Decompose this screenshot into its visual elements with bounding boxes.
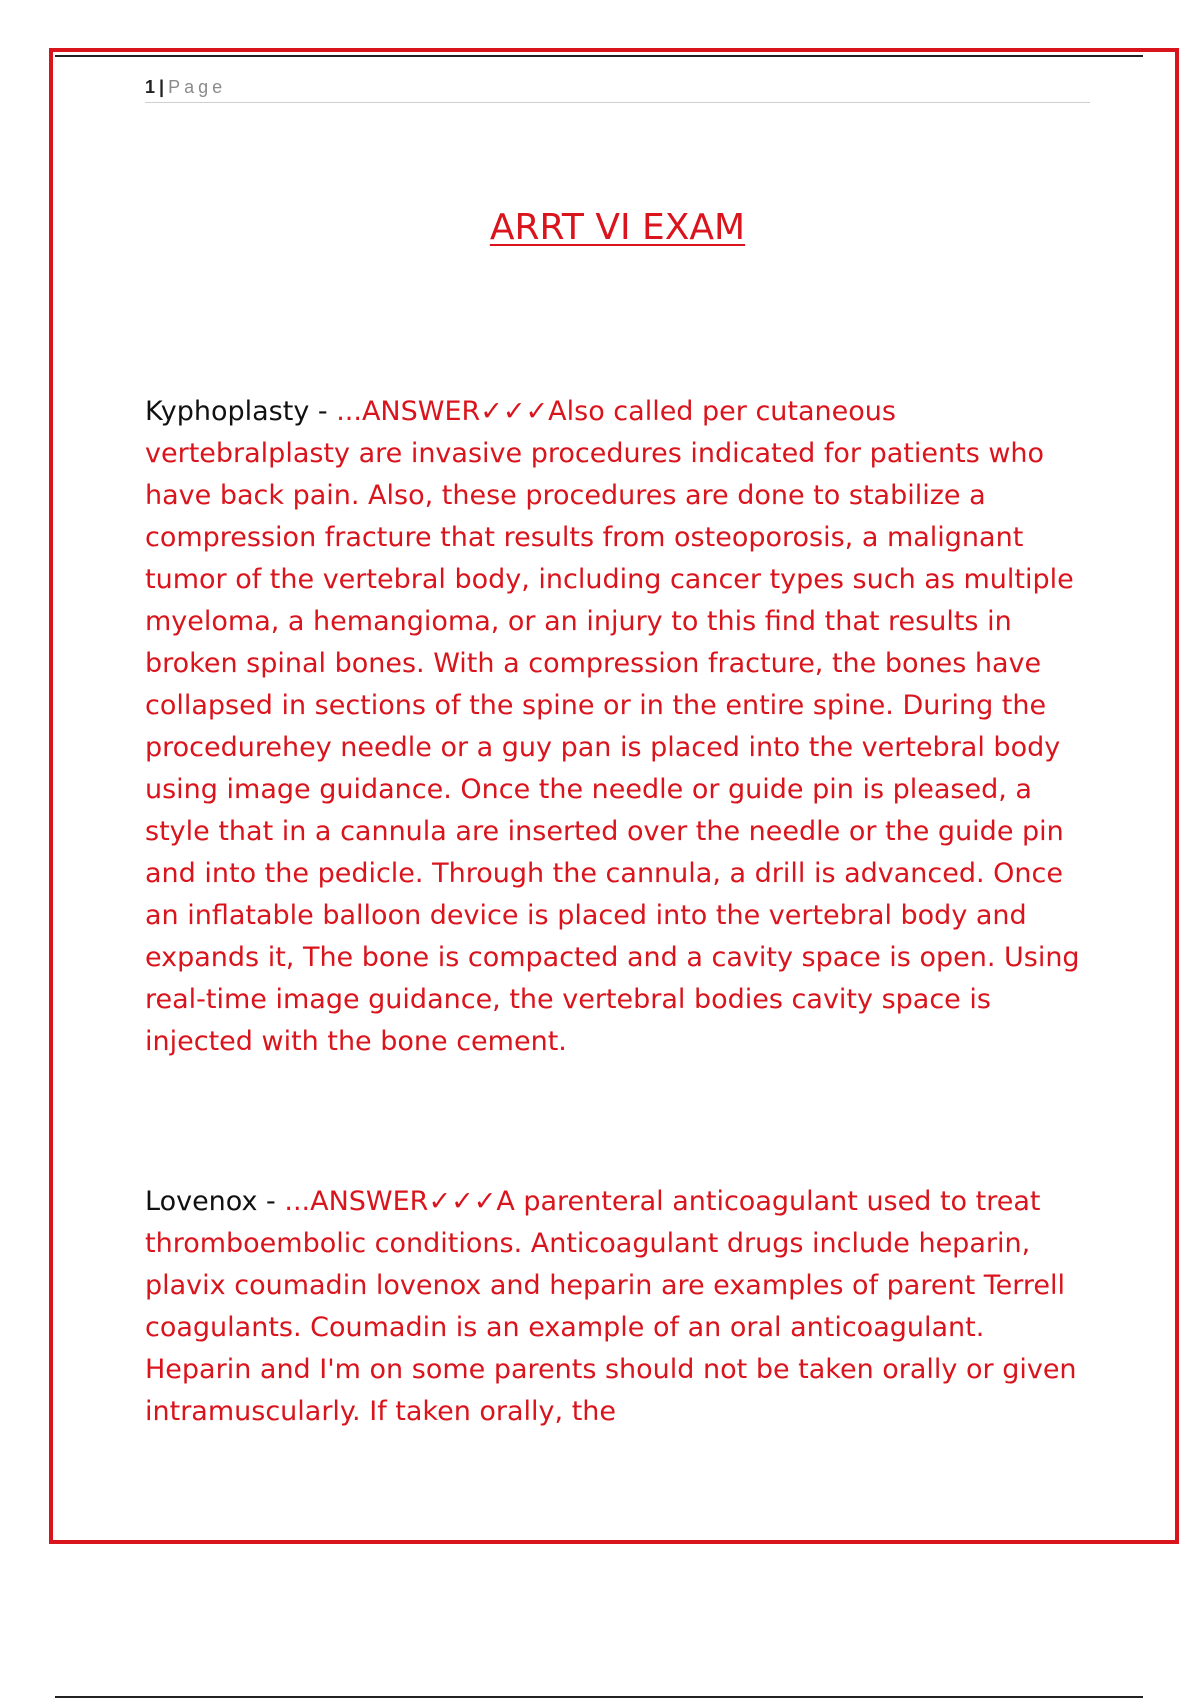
- bottom-rule: [55, 1696, 1143, 1698]
- entry-answer: ...ANSWER✓✓✓A parenteral anticoagulant used to treat thromboembolic conditions. Anticoagulant drugs include heparin, plavix coumadin lovenox and heparin are examples of parent Terrell coagulants. Coumadin is an example of an oral anticoagulant. Heparin and I'm on some parents should not be taken orally or given intramuscularly. If taken orally, the: [145, 1186, 1077, 1427]
- page-number: 1: [145, 77, 156, 97]
- top-rule: [55, 55, 1143, 57]
- page-title: ARRT VI EXAM: [489, 207, 746, 248]
- page-header: [145, 74, 1090, 103]
- header-separator: |: [159, 77, 165, 97]
- entry-answer: ...ANSWER✓✓✓Also called per cutaneous vertebralplasty are invasive procedures indicated for patients who have back pain. Also, these procedures are done to stabilize a compression fracture that results from osteoporosis, a malignant tumor of the vertebral body, including cancer types such as multiple myeloma, a hemangioma, or an injury to this find that results in broken spinal bones. With a compression fracture, the bones have collapsed in sections of the spine or in the entire spine. During the procedurehey needle or a guy pan is placed into the vertebral body using image guidance. Once the needle or guide pin is pleased, a style that in a cannula are inserted over the needle or the guide pin and into the pedicle. Through the cannula, a drill is advanced. Once an inflatable balloon device is placed into the vertebral body and expands it, The bone is compacted and a cavity space is open. Using real-time image guidance, the vertebral bodies cavity space is injected with the bone cement.: [145, 396, 1080, 1057]
- entry-kyphoplasty: [145, 391, 1090, 1063]
- entry-term: Kyphoplasty -: [145, 396, 337, 427]
- page-label: Page: [168, 77, 227, 97]
- entry-term: Lovenox -: [145, 1186, 285, 1217]
- entry-lovenox: [145, 1181, 1090, 1433]
